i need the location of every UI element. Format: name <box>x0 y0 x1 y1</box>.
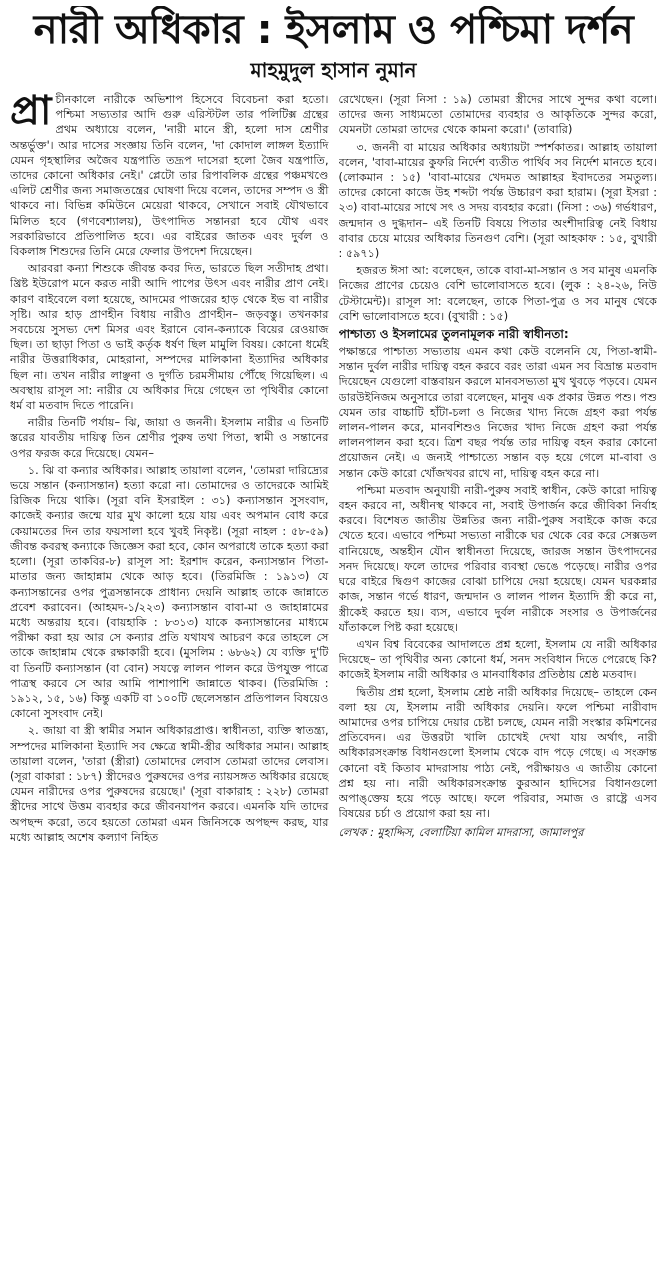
paragraph: রেখেছেন। (সূরা নিসা : ১৯) তোমরা স্ত্রীদের সাথে সুন্দর কথা বলো। তাদের জন্য সাধ্যমতো তোমাদের ব্যবহার ও আকৃতিকে সুন্দর করো, যেমনটা তোমরা তাদের থেকে কামনা করো।' (তাবারি) <box>338 93 657 137</box>
paragraph: নারীর তিনটি পর্যায়– ঝি, জায়া ও জননী। ইসলাম নারীর এ তিনটি স্তরের যাবতীয় দায়িত্ব তিন শ্রেণীর পুরুষ তথা পিতা, স্বামী ও সন্তানের ওপর ফরজ করে দিয়েছে। যেমন– <box>10 416 329 460</box>
author-note: লেখক : মুহাদ্দিস, বেলাটিয়া কামিল মাদরাসা, জামালপুর <box>338 826 584 840</box>
paragraph: ২. জায়া বা স্ত্রী স্বামীর সমান অধিকারপ্রাপ্ত। স্বাধীনতা, ব্যক্তি স্বাতন্ত্র্য, সম্পদের মালিকানা ইত্যাদি সব ক্ষেত্রে স্বামী-স্ত্রীর অধিকার সমান। আল্লাহ তায়ালা বলেন, 'তারা (স্ত্রীরা) তোমাদের লেবাস তোমরা তাদের লেবাস। (সূরা বাকারা : ১৮৭) স্ত্রীদেরও পুরুষদের ওপর ন্যায়সঙ্গত অধিকার রয়েছে যেমন নারীদের ওপর পুরুষদের রয়েছে।' (সূরা বাকারাহ : ২২৮) তোমরা স্ত্রীদের সাথে উত্তম ব্যবহার করে জীবনযাপন করবে। এমনকি যদি তাদের অপছন্দ করো, তবে হয়তো তোমরা এমন জিনিসকে অপছন্দ করছ, যার মধ্যে আল্লাহ অশেষ কল্যাণ নিহিত <box>10 724 329 844</box>
paragraph: ১. ঝি বা কন্যার অধিকার। আল্লাহ তায়ালা বলেন, 'তোমরা দারিদ্র্যের ভয়ে সন্তান (কন্যাসন্তান) হত্যা করো না। তোমাদের ও তাদেরকে আমিই রিজিক দিয়ে থাকি। (সূরা বনি ইসরাইল : ৩১) কন্যাসন্তান সুসংবাদ, কাজেই কন্যার জন্মে যার মুখ কালো হয়ে যায় এবং অপমান বোধ করে কেয়ামতের দিন তার ফয়সালা হবে খুবই নিকৃষ্ট। (সূরা নাহল : ৫৮-৫৯) জীবন্ত কবরস্থ কন্যাকে জিজ্ঞেস করা হবে, কোন অপরাধে তাকে হত্যা করা হলো। (সূরা তাকবির-৮) রাসূল সা: ইরশাদ করেন, কন্যাসন্তান পিতা-মাতার জন্য জাহান্নাম থেকে আড় হবে। (তিরমিজি : ১৯১৩) যে কন্যাসন্তানের ওপর পুত্রসন্তানকে প্রাধান্য দেয়নি আল্লাহ তাকে জান্নাতে প্রবেশ করাবেন। (আহমদ-১/২২৩) কন্যাসন্তান বাবা-মা ও জাহান্নামের মধ্যে অন্তরায় হবে। (বায়হাকি : ৮৩১৩) যাকে কন্যাসন্তানের মাধ্যমে পরীক্ষা করা হয় আর সে কন্যার প্রতি যথাযথ আচরণ করে তাহলে সে তাকে জাহান্নাম থেকে রক্ষাকারী হবে। (মুসলিম : ৬৮৬২) যে ব্যক্তি দু'টি বা তিনটি কন্যাসন্তান (বা বোন) সযত্নে লালন পালন করে উপযুক্ত পাত্রে পাত্রস্থ করবে সে আর আমি পাশাপাশি জান্নাতে থাকব। (তিরমিজি : ১৯১২, ১৫, ১৬) কিন্তু একটি বা ১০০টি ছেলেসন্তান প্রতিপালন বিষয়েও কোনো সুসংবাদ নেই। <box>10 463 329 721</box>
paragraph: দ্বিতীয় প্রশ্ন হলো, ইসলাম শ্রেষ্ঠ নারী অধিকার দিয়েছে– তাহলে কেন বলা হয় যে, ইসলাম নারী অধিকার দেয়নি। ফলে পশ্চিমা নারীবাদ আমাদের ওপর চাপিয়ে দেয়ার চেষ্টা চলছে, যেমন নারী সংস্কার কমিশনের প্রতিবেদন। এর উত্তরটা খালি চোখেই দেখা যায় অর্থাৎ, নারী অধিকারসংক্রান্ত বিধানগুলো ইসলাম থেকে বাদ পড়ে গেছে। এ সংক্রান্ত কোনো বই কিতাব মাদরাসায় পাঠ্য নেই, পরীক্ষায়ও এ জাতীয় কোনো প্রশ্ন হয় না। নারী অধিকারসংক্রান্ত কুরআন হাদিসের বিধানগুলো অপাঙ্‌ক্তেয় হয়ে পড়ে আছে। ফলে পরিবার, সমাজ ও রাষ্ট্রে এসব বিষয়ের চর্চা ও প্রয়োগ করা হয় না। <box>338 685 657 821</box>
article-body <box>10 92 657 1264</box>
paragraph: পক্ষান্তরে পাশ্চাত্য সভ্যতায় এমন কথা কেউ বলেননি যে, পিতা-স্বামী-সন্তান দুর্বল নারীর দায়িত্ব বহন করবে বরং তারা এমন সব বিভ্রান্ত মতবাদ দিয়েছেন যেগুলো বাস্তবায়ন করলে মানবসভ্যতা মুখ থুবড়ে পড়বে। যেমন ডারউইনিজম অনুসারে তারা বলেছেন, মানুষ এক প্রকার উন্নত পশু। পশু যেমন তার বাচ্চাটি হাঁটা-চলা ও নিজের খাদ্য নিজে গ্রহণ করা পর্যন্ত লালন-পালন করে, মানবশিশুও নিজের খাদ্য নিজে গ্রহণ করা পর্যন্ত লালনপালন করা হবে। ত্রিশ বছর পর্যন্ত তার দায়িত্ব বহন করার কোনো প্রয়োজন নেই। এ জন্যই পাশ্চাত্যে সন্তান বড় হয়ে গেলে মা-বাবা ও সন্তান কেউ কারো খোঁজখবর রাখে না, দায়িত্ব বহন করে না। <box>338 345 657 480</box>
paragraph: পশ্চিমা মতবাদ অনুযায়ী নারী-পুরুষ সবাই স্বাধীন, কেউ কারো দায়িত্ব বহন করবে না, অধীনস্থ থাকবে না, সবাই উপার্জন করে জীবিকা নির্বাহ করবে। বিশেষত জাতীয় উন্নতির জন্য নারী-পুরুষ সবাইকে কাজ করে খেতে হবে। এভাবে পশ্চিমা সভ্যতা নারীকে ঘর থেকে বের করে সেক্সডল বানিয়েছে, অন্তহীন যৌন স্বাধীনতা দিয়েছে, জারজ সন্তান উৎপাদনের সনদ দিয়েছে। ফলে তাদের পরিবার ব্যবস্থা ভেঙে পড়েছে। নারীর ওপর ঘরে বাইরে দ্বিগুণ কাজের বোঝা চাপিয়ে দেয়া হয়েছে। যেমন ঘরকন্নার কাজ, সন্তান গর্ভে ধারণ, জন্মদান ও লালন পালন ইত্যাদি স্ত্রী করে না, স্ত্রীকেই করতে হয়। ব্যস, এভাবে দুর্বল নারীকে সংসার ও উপার্জনের যাঁতাকলে পিষ্ট করা হয়েছে। <box>338 483 657 634</box>
paragraph: ৩. জননী বা মায়ের অধিকার অধ্যায়টা স্পর্শকাতর। আল্লাহ তায়ালা বলেন, 'বাবা-মায়ের কুফরি নির্দেশ ব্যতীত পার্থিব সব নির্দেশ মানতে হবে। (লোকমান : ১৫) 'বাবা-মায়ের খেদমত আল্লাহর ইবাদতের সমতুল্য। তাদের কোনো কাজে উহ শব্দটা পর্যন্ত উচ্চারণ করা হারাম। (সূরা ইসরা : ২৩) বাবা-মায়ের সাথে সৎ ও সদয় ব্যবহার করো। (নিসা : ৩৬) গর্ভধারণ, জন্মদান ও দুগ্ধদান– এই তিনটি বিষয়ে পিতার অংশীদারিত্ব নেই বিধায় বাবার চেয়ে মায়ের অধিকার তিনগুণ বেশি। (সূরা আহকাফ : ১৫, বুখারী : ৫৯৭১) <box>338 140 657 261</box>
right-column <box>339 92 658 1264</box>
paragraph <box>10 92 329 259</box>
article-byline: মাহমুদুল হাসান নুমান <box>250 58 417 82</box>
paragraph: হজরত ঈসা আ: বলেছেন, তাকে বাবা-মা-সন্তান ও সব মানুষ এমনকি নিজের প্রাণের চেয়েও বেশি ভালোবাসতে হবে। (লুক : ২৪-২৬, নিউ টেস্টামেন্ট)। রাসূল সা: বলেছেন, তাকে পিতা-পুত্র ও সব মানুষ থেকে বেশি ভালোবাসতে হবে। (বুখারী : ১৫) <box>338 264 657 323</box>
section-subheading: পাশ্চাত্য ও ইসলামের তুলনামূলক নারী স্বাধীনতা: <box>338 327 569 342</box>
article-title: নারী অধিকার : ইসলাম ও পশ্চিমা দর্শন <box>33 7 634 53</box>
dropcap: প্রা <box>10 92 52 134</box>
paragraph-text: চীনকালে নারীকে অভিশাপ হিসেবে বিবেচনা করা হতো। পশ্চিমা সভ্যতার আদি গুরু এরিস্টটল তার পলিটিক্স গ্রন্থের প্রথম অধ্যায়ে বলেন, 'নারী মানে স্ত্রী, হলো দাস শ্রেণীর অন্তর্ভুক্ত'। আর দাসের সংজ্ঞায় তিনি বলেন, 'দা কোদাল লাঙ্গল ইত্যাদি যেমন গৃহস্থালির অজৈব যন্ত্রপাতি তদ্রূপ দাসেরা হলো জৈব যন্ত্রপাতি, তাদের কোনো অধিকার নেই।' প্লেটো তার রিপাবলিক গ্রন্থের পঞ্চমখণ্ডে এলিট শ্রেণীর জন্য সমাজতন্ত্রের ঘোষণা দিয়ে বলেন, তাদের সম্পদ ও স্ত্রী থাকবে না। বিভিন্ন কমিউনে মেয়েরা থাকবে, সেখানে সবাই যৌথভাবে মিলিত হবে (গণবেশ্যালয়), উৎপাদিত সন্তানরা হবে যৌথ এবং সরকারিভাবে প্রতিপালিত হবে। এর বাইরের জাতক এবং দুর্বল ও বিকলাঙ্গ শিশুদের তিনি মেরে ফেলার উপদেশ দিয়েছেন। <box>10 93 329 259</box>
paragraph: এখন বিশ্ব বিবেকের আদালতে প্রশ্ন হলো, ইসলাম যে নারী অধিকার দিয়েছে– তা পৃথিবীর অন্য কোনো ধর্ম, সনদ সংবিধান দিতে পেরেছে কি? কাজেই ইসলাম নারী অধিকার ও মানবাধিকার প্রতিষ্ঠায় শ্রেষ্ঠ মতবাদ। <box>338 637 657 682</box>
left-column <box>10 92 329 1264</box>
paragraph: আরবরা কন্যা শিশুকে জীবন্ত কবর দিত, ভারতে ছিল সতীদাহ প্রথা। খ্রিষ্ট ইউরোপ মনে করত নারী আদি পাপের উৎস এবং নারীর প্রাণ নেই। কারণ বাইবেলে বলা হয়েছে, আদমের পাজরের হাড় থেকে ইভ বা নারীর সৃষ্টি। আর হাড় প্রাণহীন বিধায় নারীও প্রাণহীন– জড়বস্তু। তখনকার সবচেয়ে সুসভ্য দেশ মিসর এবং ইরানে বোন-কন্যাকে বিয়ের রেওয়াজ ছিল। তা ছাড়া পিতা ও ভাই কর্তৃক ধর্ষণ ছিল মামুলি বিষয়। কোনো ধর্মেই নারীর উত্তরাধিকার, মোহরানা, সম্পদের মালিকানা ইত্যাদির অধিকার ছিল না। তখন নারীর লাঞ্ছনা ও দুর্গতি চরমসীমায় পৌঁছে গিয়েছিল। এ অবস্থায় রাসূল সা: নারীর যে অধিকার দিয়ে গেছেন তা পৃথিবীর কোনো ধর্ম বা মতবাদ দিতে পারেনি। <box>10 262 329 413</box>
